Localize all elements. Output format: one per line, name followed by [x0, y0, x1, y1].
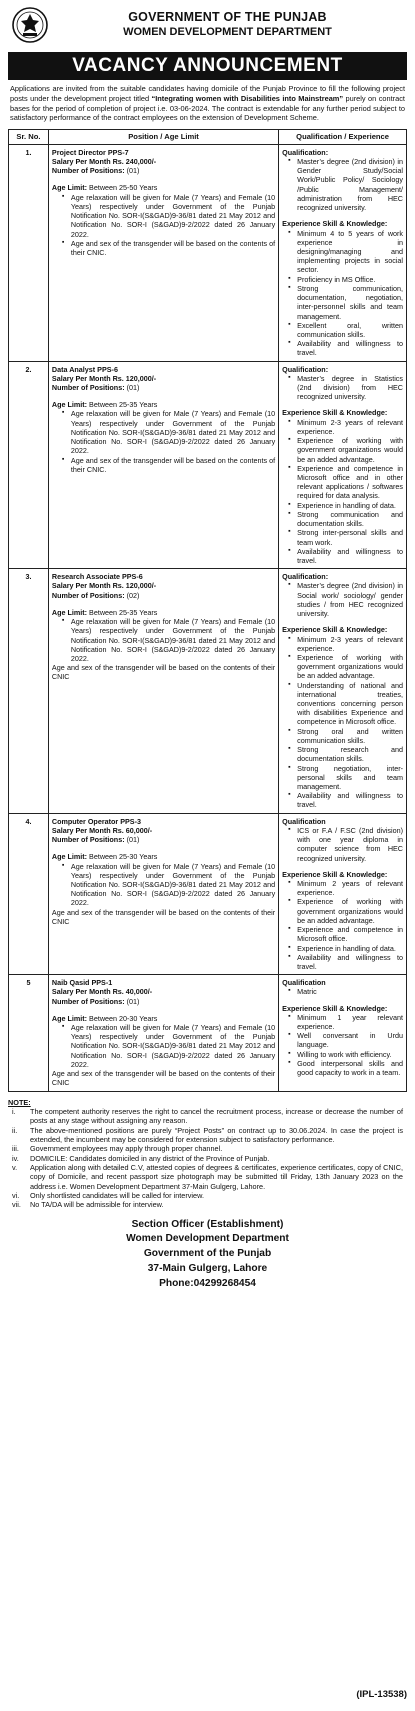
- age-label: Age Limit:: [51, 852, 88, 862]
- age-limit: [52, 608, 275, 617]
- number-of-positions: [52, 997, 275, 1006]
- number-of-positions: [52, 591, 275, 600]
- experience-label: Experience Skill & Knowledge:: [282, 1003, 388, 1013]
- age-limit: [52, 1014, 275, 1023]
- experience-item: ▪ Experience and competence in Microsoft office.: [288, 925, 403, 943]
- note-item: [8, 1154, 407, 1163]
- table-header-row: [9, 130, 407, 145]
- age-label: Age Limit:: [51, 607, 88, 617]
- experience-list: [288, 879, 403, 971]
- experience-label: Experience Skill & Knowledge:: [282, 625, 388, 635]
- experience-item: ▪ Strong oral and written communication skills.: [288, 727, 403, 745]
- note-item: [8, 1200, 407, 1209]
- salary: Salary Per Month Rs. 60,000/-: [51, 825, 153, 835]
- experience-item: ▪ Strong inter-personal skills and team work.: [288, 528, 403, 546]
- experience-item: ▪ Strong communication, documentation, negotiation, inter-personnel skills and team management.: [288, 284, 403, 321]
- qualification-list: [288, 826, 403, 863]
- vacancy-rows: [9, 144, 407, 1091]
- age-notes-list: [62, 193, 275, 258]
- note-number: iv.: [12, 1153, 19, 1163]
- note-text: Only shortlisted candidates will be called for interview.: [30, 1190, 204, 1200]
- experience-item: ▪ Strong negotiation, inter-personal skills and team management.: [288, 764, 403, 792]
- note-text: Application along with detailed C.V, attested copies of degrees & certificates, experience certificates, copy of CNIC, copy of Domicile, and recent passport size photograph may be submitted till Friday, 13th January 2023 on the address i.e. Women Development Department 37-Main Gulgerg, Lahore.: [30, 1162, 403, 1191]
- age-notes-list: [62, 862, 275, 908]
- department-title: WOMEN DEVELOPMENT DEPARTMENT: [123, 26, 332, 38]
- signature-line-3: Government of the Punjab: [143, 1248, 272, 1260]
- table-row: [9, 144, 407, 361]
- transgender-note: Age and sex of the transgender will be based on the contents of their CNIC: [51, 663, 276, 682]
- salary: Salary Per Month Rs. 120,000/-: [51, 581, 157, 591]
- experience-item: ▪ Minimum 2-3 years of relevant experience.: [288, 418, 403, 436]
- header: [8, 4, 407, 46]
- position-cell: [48, 975, 278, 1091]
- age-note: ▪ Age and sex of the transgender will be based on the contents of their CNIC.: [62, 456, 275, 474]
- experience-list: [288, 635, 403, 810]
- experience-item: ▪ Strong communication and documentation skills.: [288, 510, 403, 528]
- sr-cell: 5: [9, 975, 49, 1091]
- experience-item: ▪ Minimum 1 year relevant experience.: [288, 1013, 403, 1031]
- announcement-banner: VACANCY ANNOUNCEMENT: [8, 52, 407, 80]
- position-cell: [48, 361, 278, 569]
- note-text: The above-mentioned positions are purely “Project Posts” on contract up to 30.06.2024. In case the project is extended, the incumbent may be considered for extension subject to satisfactory performance.: [30, 1125, 403, 1144]
- note-number: vii.: [12, 1200, 21, 1210]
- age-note: ▪ Age relaxation will be given for Male (7 Years) and Female (10 Years) respectively under Government of the Punjab Notification No. SOR-I(S&GAD)9-36/81 dated 21 May 2012 and Notification No. SOR-I (S&GAD)9-2/2022 dated 26 January 2022.: [62, 1023, 275, 1069]
- experience-item: ▪ Minimum 2 years of relevant experience.: [288, 879, 403, 897]
- note-text: Government employees may apply through proper channel.: [30, 1144, 223, 1154]
- positions-value: (02): [126, 590, 140, 600]
- age-value: Between 25-35 Years: [89, 400, 158, 410]
- number-of-positions: [52, 166, 275, 175]
- qualification-label: Qualification:: [282, 147, 329, 157]
- signature-line-5: Phone:04299268454: [159, 1277, 256, 1289]
- age-label: Age Limit:: [51, 183, 88, 193]
- age-note: ▪ Age relaxation will be given for Male (7 Years) and Female (10 Years) respectively under Government of the Punjab Notification No. SOR-I(S&GAD)9-36/81 dated 21 May 2012 and Notification No. SOR-I (S&GAD)9-2/2022 dated 26 January 2022.: [62, 409, 275, 455]
- qualification-label: Qualification: [282, 816, 326, 826]
- qualification-item: ▪ Master’s degree (2nd division) in Gender Study/Social Work/Public Policy/ Sociology /Public Management/ administration from HEC recognized university.: [288, 157, 403, 212]
- vacancy-table: [8, 129, 407, 1092]
- experience-item: ▪ Availability and willingness to travel.: [288, 547, 403, 565]
- qualification-cell: [279, 569, 407, 813]
- sr-cell: 1.: [9, 144, 49, 361]
- position-title: Computer Operator PPS-3: [51, 816, 141, 826]
- qualification-list: [288, 374, 403, 402]
- position-cell: [48, 813, 278, 975]
- age-label: Age Limit:: [51, 1013, 88, 1023]
- age-value: Between 20-30 Years: [89, 1013, 158, 1023]
- position-cell: [48, 144, 278, 361]
- experience-item: ▪ Minimum 4 to 5 years of work experience in designing/managing and implementing projects in social sector.: [288, 229, 403, 275]
- sr-cell: 3.: [9, 569, 49, 813]
- experience-list: [288, 1013, 403, 1078]
- signature-line-4: 37-Main Gulgerg, Lahore: [147, 1262, 268, 1274]
- table-row: [9, 813, 407, 975]
- intro-text-1: Applications are invited from the suitable candidates having domicile of the Punjab Province to fill the following project posts under the development project titled: [10, 84, 405, 103]
- positions-value: (01): [126, 383, 140, 393]
- qualification-cell: [279, 975, 407, 1091]
- age-note: ▪ Age relaxation will be given for Male (7 Years) and Female (10 Years) respectively under Government of the Punjab Notification No. SOR-I(S&GAD)9-36/81 dated 21 May 2012 and Notification No. SOR-I (S&GAD)9-2/2022 dated 26 January 2022.: [62, 617, 275, 663]
- experience-item: ▪ Experience in handling of data.: [288, 501, 403, 510]
- experience-item: ▪ Experience of working with government organizations would be an added advantage.: [288, 436, 403, 464]
- intro-paragraph: [8, 84, 407, 123]
- qualification-list: [288, 581, 403, 618]
- experience-item: ▪ Minimum 2-3 years of relevant experience.: [288, 635, 403, 653]
- signature-block: [8, 1218, 407, 1292]
- note-item: [8, 1191, 407, 1200]
- salary: Salary Per Month Rs. 40,000/-: [51, 987, 153, 997]
- experience-item: ▪ Experience in handling of data.: [288, 944, 403, 953]
- experience-label: Experience Skill & Knowledge:: [282, 219, 388, 229]
- experience-item: ▪ Willing to work with efficiency.: [288, 1050, 403, 1059]
- experience-list: [288, 229, 403, 358]
- experience-item: ▪ Well conversant in Urdu language.: [288, 1031, 403, 1049]
- qualification-cell: [279, 813, 407, 975]
- experience-item: ▪ Proficiency in MS Office.: [288, 275, 403, 284]
- note-text: The competent authority reserves the right to cancel the recruitment process, increase or decrease the number of posts at any stage without assigning any reason.: [30, 1106, 403, 1126]
- note-item: [8, 1163, 407, 1191]
- experience-item: ▪ Experience and competence in Microsoft office and in other relevant applications / softwares required for data analysis.: [288, 464, 403, 501]
- experience-label: Experience Skill & Knowledge:: [282, 869, 388, 879]
- position-title: Project Director PPS-7: [51, 147, 129, 157]
- sr-header: Sr. No.: [9, 130, 49, 145]
- positions-value: (01): [126, 996, 140, 1006]
- note-number: vi.: [12, 1190, 20, 1200]
- qualification-cell: [279, 361, 407, 569]
- age-note: ▪ Age relaxation will be given for Male (7 Years) and Female (10 Years) respectively under Government of the Punjab Notification No. SOR-I(S&GAD)9-36/81 dated 21 May 2012 and Notification No. SOR-I (S&GAD)9-2/2022 dated 26 January 2022.: [62, 193, 275, 239]
- age-limit: [52, 183, 275, 192]
- salary: Salary Per Month Rs. 120,000/-: [51, 373, 157, 383]
- ipl-reference: (IPL-13538): [356, 1688, 407, 1700]
- table-row: [9, 975, 407, 1091]
- signature-line-1: Section Officer (Establishment): [131, 1218, 284, 1230]
- age-limit: [52, 852, 275, 861]
- number-of-positions: [52, 835, 275, 844]
- note-number: ii.: [12, 1125, 18, 1135]
- position-cell: [48, 569, 278, 813]
- positions-label: Number of Positions:: [51, 383, 125, 393]
- age-notes-list: [62, 617, 275, 663]
- age-note: ▪ Age and sex of the transgender will be based on the contents of their CNIC.: [62, 239, 275, 257]
- salary: Salary Per Month Rs. 240,000/-: [51, 157, 157, 166]
- note-text: No TA/DA will be admissible for interview.: [30, 1200, 164, 1210]
- experience-item: ▪ Availability and willingness to travel.: [288, 953, 403, 971]
- experience-item: ▪ Experience of working with government organizations would be an added advantage.: [288, 897, 403, 925]
- experience-list: [288, 418, 403, 566]
- experience-item: ▪ Availability and willingness to travel.: [288, 339, 403, 357]
- age-limit: [52, 400, 275, 409]
- position-header: Position / Age Limit: [48, 130, 278, 145]
- positions-value: (01): [126, 835, 140, 845]
- age-notes-list: [62, 409, 275, 474]
- intro-text-2: purely on contract bases for the period of completion of project i.e. 03-06-2024. The contract is extendable for any further period subject to satisfactory performance of the contract employees on the extension of Development Scheme.: [10, 93, 405, 123]
- sr-cell: 4.: [9, 813, 49, 975]
- notes-heading: NOTE:: [8, 1097, 31, 1107]
- age-note: ▪ Age relaxation will be given for Male (7 Years) and Female (10 Years) respectively under Government of the Punjab Notification No. SOR-I(S&GAD)9-36/81 dated 21 May 2012 and Notification No. SOR-I (S&GAD)9-2/2022 dated 26 January 2022.: [62, 862, 275, 908]
- position-title: Naib Qasid PPS-1: [51, 978, 113, 988]
- experience-item: ▪ Good interpersonal skills and good capacity to work in a team.: [288, 1059, 403, 1077]
- qualification-item: ▪ Matric: [288, 987, 403, 996]
- qualification-list: [288, 987, 403, 996]
- qualification-label: Qualification:: [282, 364, 329, 374]
- notes-list: [8, 1107, 407, 1210]
- project-name: “Integrating women with Disabilities into Mainstream”: [151, 93, 344, 103]
- positions-label: Number of Positions:: [51, 996, 125, 1006]
- note-number: i.: [12, 1106, 16, 1116]
- signature-line-2: Women Development Department: [126, 1233, 289, 1245]
- position-title: Data Analyst PPS-6: [51, 364, 118, 374]
- age-label: Age Limit:: [51, 400, 88, 410]
- qualification-header: Qualification / Experience: [279, 130, 407, 145]
- government-title: GOVERNMENT OF THE PUNJAB: [128, 10, 327, 24]
- experience-label: Experience Skill & Knowledge:: [282, 408, 388, 418]
- table-row: [9, 361, 407, 569]
- note-number: v.: [12, 1162, 18, 1172]
- qualification-cell: [279, 144, 407, 361]
- age-value: Between 25-50 Years: [89, 183, 158, 193]
- qualification-label: Qualification: [282, 978, 326, 988]
- transgender-note: Age and sex of the transgender will be based on the contents of their CNIC: [51, 907, 276, 926]
- qualification-list: [288, 157, 403, 212]
- transgender-note: Age and sex of the transgender will be based on the contents of their CNIC: [51, 1069, 276, 1088]
- note-item: [8, 1144, 407, 1153]
- table-row: [9, 569, 407, 813]
- positions-label: Number of Positions:: [51, 590, 125, 600]
- experience-item: ▪ Understanding of national and international treaties, conventions concerning person with disabilities Experience and competence in Microsoft office.: [288, 681, 403, 727]
- notes-section: [8, 1098, 407, 1210]
- note-item: [8, 1126, 407, 1145]
- positions-label: Number of Positions:: [51, 166, 125, 176]
- experience-item: ▪ Availability and willingness to travel.: [288, 791, 403, 809]
- positions-value: (01): [126, 166, 140, 176]
- positions-label: Number of Positions:: [51, 835, 125, 845]
- qualification-item: ▪ Master’s degree in Statistics (2nd division) from HEC recognized university.: [288, 374, 403, 402]
- age-notes-list: [62, 1023, 275, 1069]
- experience-item: ▪ Experience of working with government organizations would be an added advantage.: [288, 653, 403, 681]
- note-text: DOMICILE: Candidates domiciled in any district of the Province of Punjab.: [30, 1153, 270, 1163]
- number-of-positions: [52, 383, 275, 392]
- experience-item: ▪ Strong research and documentation skills.: [288, 745, 403, 763]
- qualification-item: ▪ Master’s degree (2nd division) in Social work/ sociology/ gender studies / from HEC recognized university.: [288, 581, 403, 618]
- age-value: Between 25-35 Years: [89, 607, 158, 617]
- position-title: Research Associate PPS-6: [51, 572, 143, 582]
- note-item: [8, 1107, 407, 1126]
- sr-cell: 2.: [9, 361, 49, 569]
- qualification-item: ▪ ICS or F.A / F.SC (2nd division) with one year diploma in computer science from HEC recognized university.: [288, 826, 403, 863]
- experience-item: ▪ Excellent oral, written communication skills.: [288, 321, 403, 339]
- note-number: iii.: [12, 1144, 19, 1154]
- qualification-label: Qualification:: [282, 572, 329, 582]
- age-value: Between 25-30 Years: [89, 852, 158, 862]
